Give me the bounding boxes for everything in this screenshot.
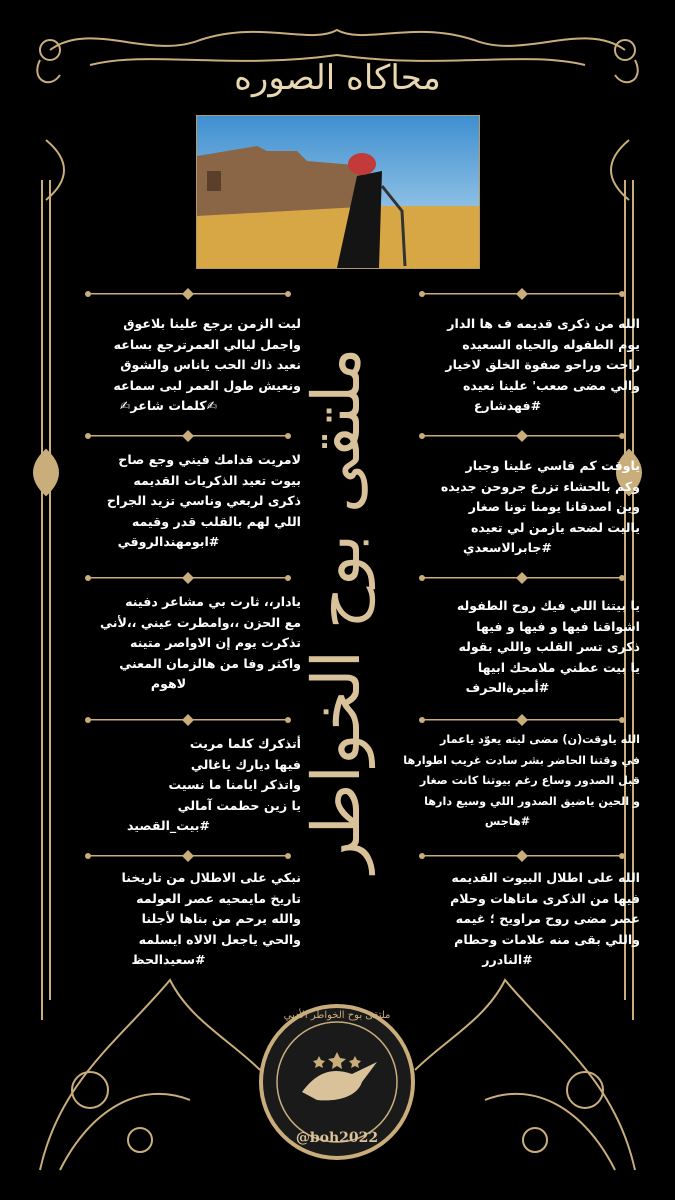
poem-line: والحي ياجعل الالاه ايسلمه — [138, 931, 301, 947]
poem-line: الله من ذكرى قديمه ف ها الدار — [447, 316, 640, 331]
poem-line: قبل الصدور وساع رغم بيوتنا كانت صغار — [419, 774, 640, 787]
poem-line: يوم الطفوله والحياه السعيده — [462, 336, 640, 352]
poem-line: فيها من الذكرى ماتاهات وحلام — [450, 890, 640, 906]
poem-line: يادار،، ثارت بي مشاعر دفينه — [125, 594, 301, 609]
poem-line: ليت الزمن يرجع علينا بلاعوق — [123, 316, 301, 331]
poem-line: والله يرحم من بناها لأجلنا — [141, 911, 301, 926]
poem-line: بيوت تعيد الذكريات القديمه — [133, 472, 301, 488]
poem-line: واللي بقى منه علامات وحطام — [454, 931, 640, 947]
poem-line: تاريخ مايمحيه عصر العولمه — [136, 890, 301, 906]
poem-line: ذكرى لربعي وناسي تزيد الجراح — [106, 493, 301, 508]
poem-line: اللي لهم بالقلب قدر وقيمه — [131, 513, 301, 529]
poem-line: الله ياوقت(ن) مضى ليته يعوّد ياعمار — [439, 733, 640, 746]
poem-line: تذكرت يوم إن الاواصر متينه — [130, 635, 301, 650]
poem-line: وكم بالحشاء تزرع جروحن جديده — [440, 478, 640, 494]
poem-line: لامريت قدامك فيني وجع صاح — [118, 452, 301, 467]
poem-line: راحت وراحو صفوة الخلق لاخيار — [445, 357, 640, 372]
poem-block — [375, 314, 640, 417]
poem-block — [375, 596, 640, 699]
poem-author: #جابرالاسعدي — [463, 540, 552, 555]
poem-line: يا بيتنا اللي فيك روح الطفوله — [456, 598, 640, 613]
seal-logo — [257, 1002, 417, 1162]
poem-line: نعيد ذاك الحب ياناس والشوق — [120, 357, 301, 372]
poem-line: اشواقنا فيها و فيها و فيها — [476, 618, 640, 634]
poem-line: أتذكرك كلما مريت — [189, 736, 301, 751]
poem-author: #فهدشارع — [473, 398, 542, 413]
seal-handle: @boh2022 — [295, 1130, 379, 1146]
separator — [402, 850, 642, 862]
poem-author: #سعيدالحظ — [131, 952, 206, 967]
poem-author: ✍كلمات شاعر✍ — [119, 398, 218, 413]
separator — [402, 714, 642, 726]
poem-line: فيها ديارك ياغالي — [190, 756, 301, 772]
separator — [68, 572, 308, 584]
poem-line: والي مضى صعب' علينا نعيده — [462, 377, 640, 393]
poem-line: واجمل ليالي العمرترجع بساعه — [113, 336, 301, 352]
poem-line: ذكرى تسر القلب واللي بقوله — [458, 639, 640, 654]
poem-line: يا بيت عطني ملامحك ابيها — [477, 659, 640, 675]
poem-line: ياليت لضحه يازمن لي تعيده — [470, 519, 640, 535]
separator — [68, 430, 308, 442]
poem-block — [36, 450, 301, 553]
poem-author: #النادرر — [482, 952, 533, 967]
poem-line: ياوقت كم قاسي علينا وجبار — [465, 458, 640, 473]
poem-author: #ابومهندالروقي — [117, 534, 220, 549]
seal-name: ملتقى بوح الخواطر الأدبي — [283, 1010, 391, 1021]
poem-block — [36, 592, 301, 695]
poem-block — [36, 868, 301, 971]
separator — [402, 288, 642, 300]
poem-line: ونعيش طول العمر لبى سماعه — [113, 377, 301, 393]
poem-author: #بيت_القصيد — [127, 818, 210, 833]
poem-block — [375, 456, 640, 559]
poem-line: نبكي على الاطلال من تاريخنا — [121, 870, 301, 885]
poem-line: عصر مضى روح مراويح ؛ غيمه — [455, 911, 640, 926]
poem-author: #هاجس — [484, 815, 531, 828]
poem-author: لاهوم — [150, 676, 187, 691]
poem-line: الله على اطلال البيوت القديمه — [451, 870, 640, 885]
poem-author: #أميرةالحرف — [465, 680, 550, 695]
scene-image — [196, 115, 480, 269]
poem-block — [375, 730, 640, 833]
poem-line: وين اصدقانا يومنا تونا صغار — [468, 499, 640, 514]
poem-line: مع الحزن ،،وامطرت عيني ،،لأني — [100, 614, 301, 630]
poem-block — [375, 868, 640, 971]
poem-block — [36, 314, 301, 417]
poem-line: يا زين حطمت آمالي — [177, 797, 301, 813]
page-title: محاكاه الصوره — [234, 58, 441, 98]
poem-line: واتذكر ايامنا ما نسيت — [168, 777, 301, 792]
poem-block — [36, 734, 301, 837]
poem-line: واكثر وفا من هالزمان المعني — [119, 655, 301, 671]
separator — [68, 714, 308, 726]
separator — [68, 288, 308, 300]
poem-line: في وقتنا الحاضر بشر سادت غريب اطوارها — [403, 753, 640, 767]
separator — [402, 430, 642, 442]
separator — [402, 572, 642, 584]
poem-line: و الحين ياضيق الصدور اللي وسيع دارها — [424, 794, 640, 808]
vertical-title: ملتقى بوح الخواطر — [298, 347, 375, 873]
separator — [68, 850, 308, 862]
